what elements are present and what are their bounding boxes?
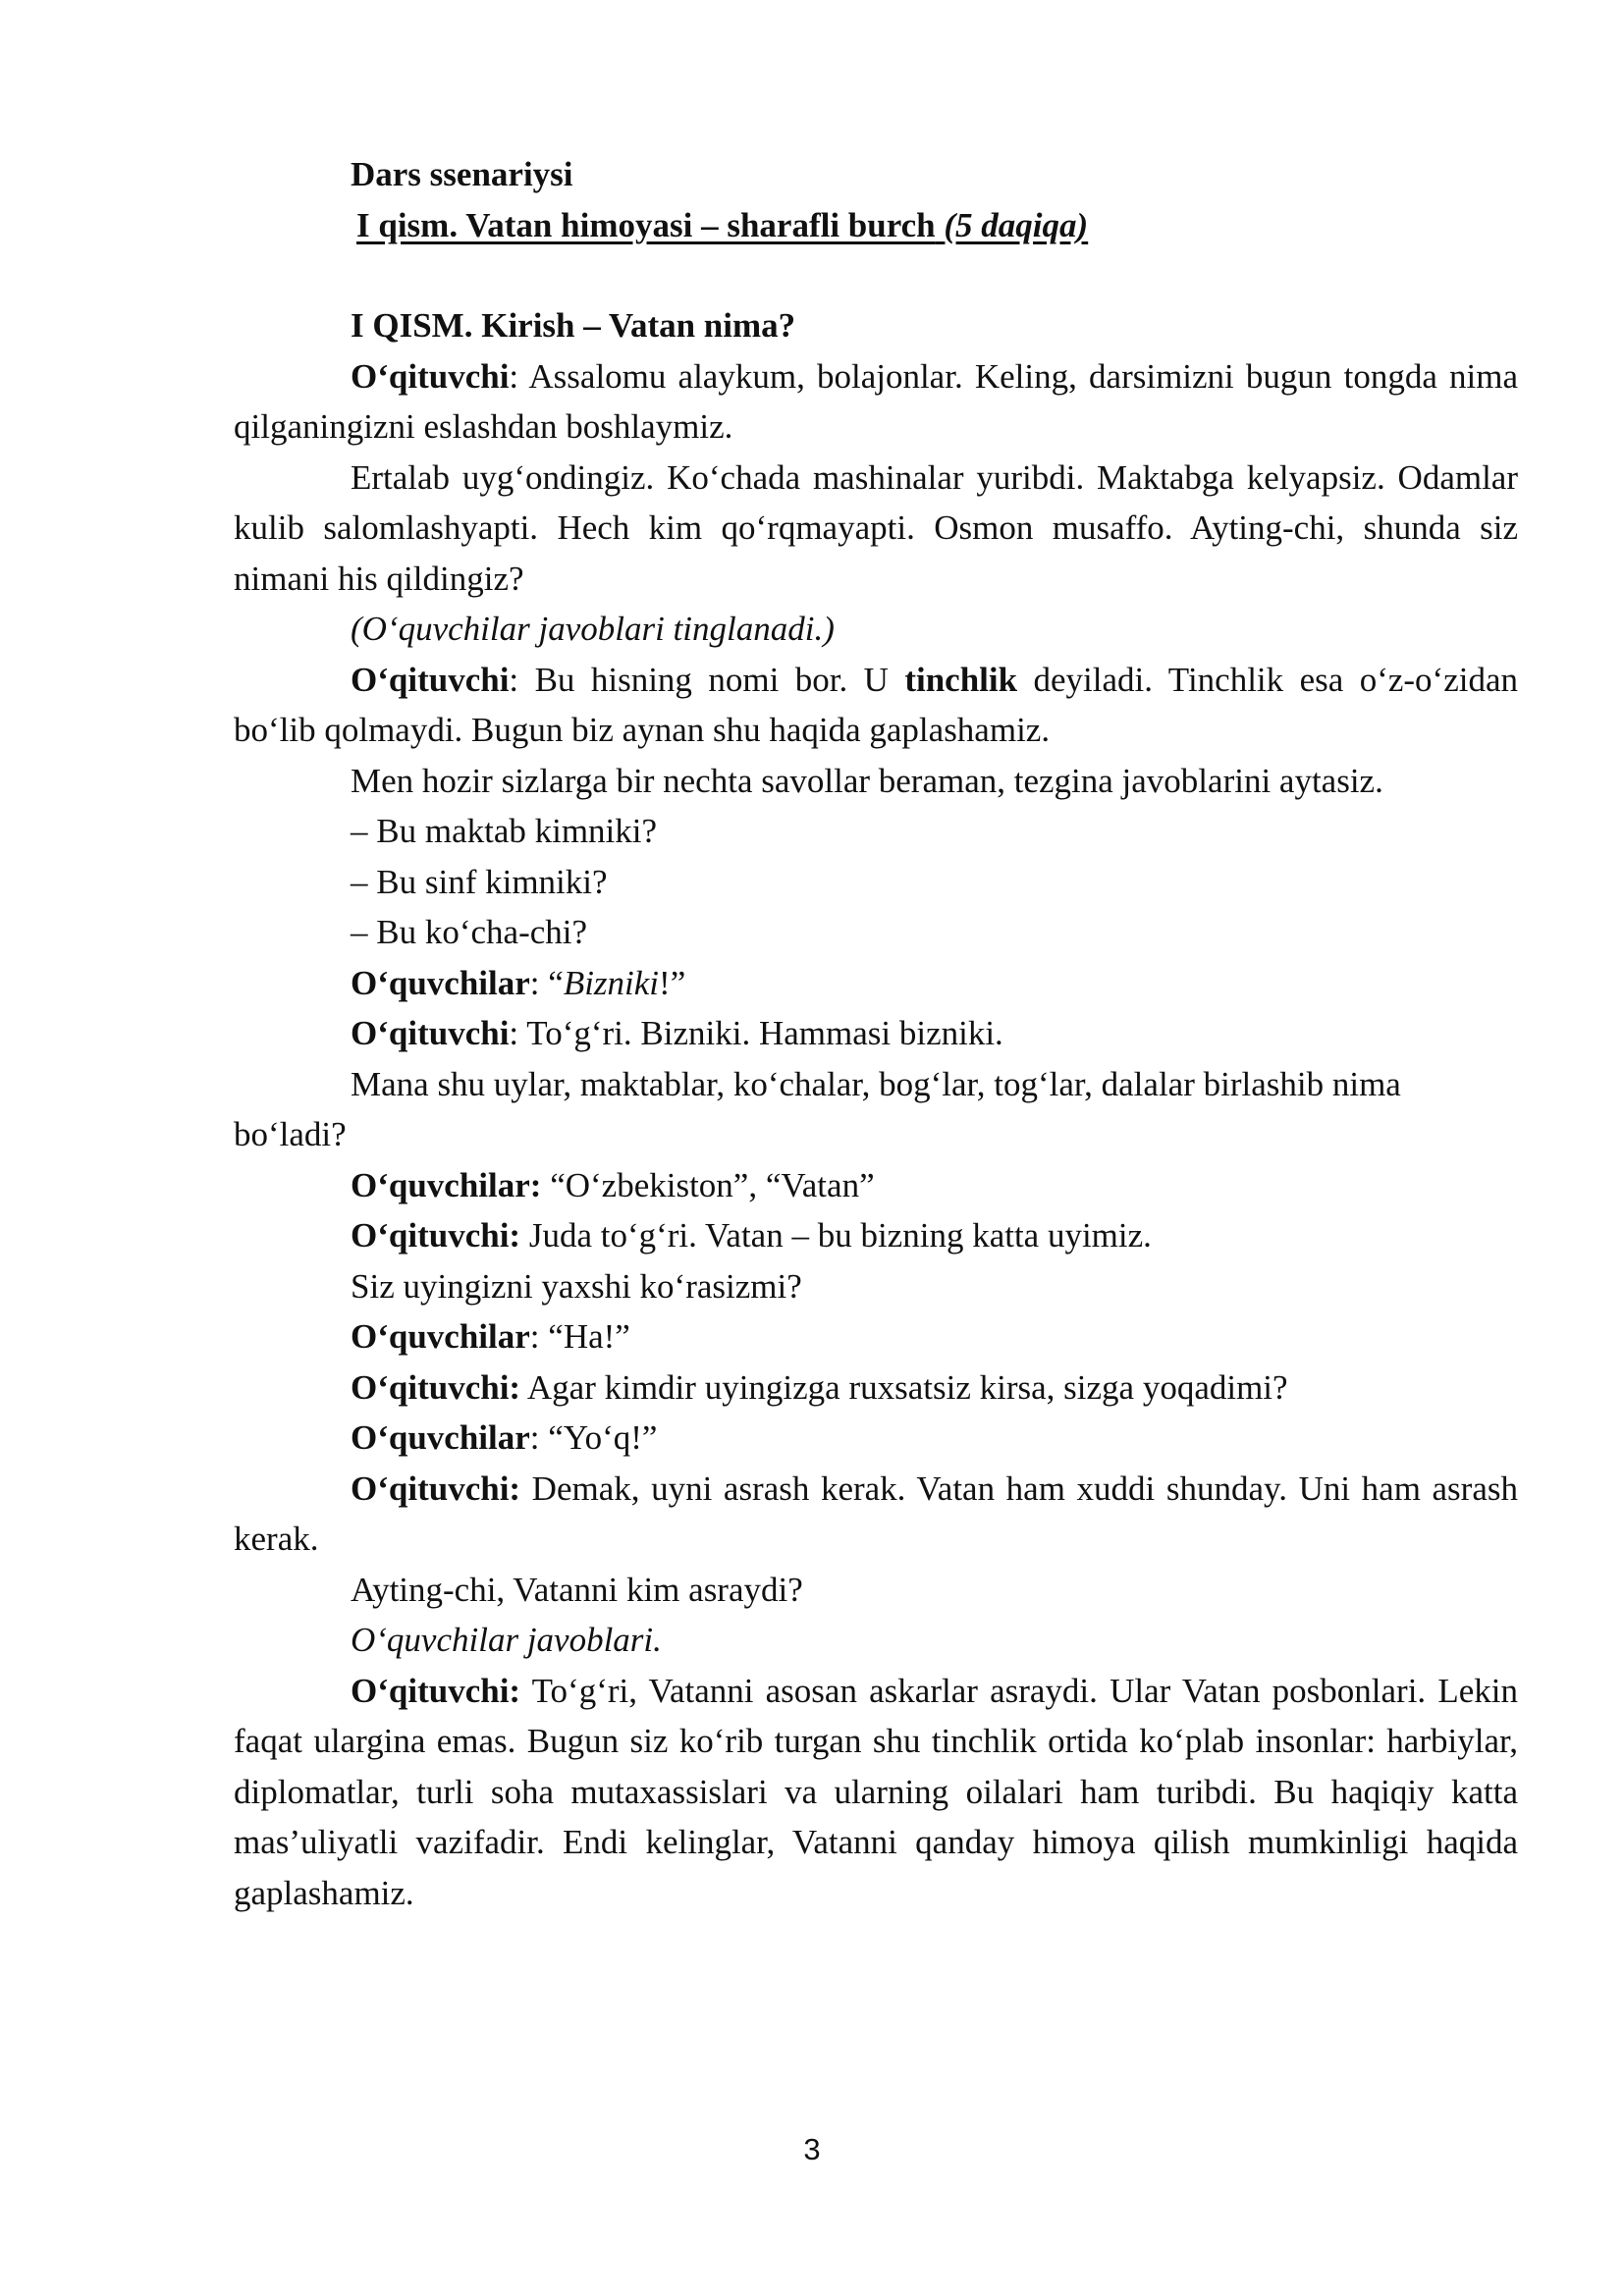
line-text: – Bu ko‘cha-chi? (351, 913, 588, 951)
students-line (234, 1413, 1518, 1464)
speaker-label: O‘quvchilar (351, 1418, 530, 1457)
students-line (234, 958, 1518, 1009)
speaker-separator: : (529, 963, 540, 1002)
speaker-separator: : (509, 660, 519, 699)
stage-direction (234, 604, 1518, 655)
line-text-continued: deyiladi. Tinchlik esa o‘z-o‘zidan bo‘lib qolmaydi. Bugun biz aynan shu haqida gaplashamiz. (234, 660, 1518, 749)
speaker-label: O‘qituvchi (351, 356, 510, 396)
speaker-label: O‘quvchilar (351, 963, 530, 1002)
speaker-label: O‘qituvchi (351, 660, 510, 699)
speaker-separator: : (509, 1367, 521, 1407)
line-text: “O‘zbekiston”, “Vatan” (541, 1165, 875, 1204)
spacer (234, 250, 1518, 300)
speaker-separator: : (509, 1468, 521, 1508)
teacher-line (234, 1210, 1518, 1261)
text-paragraph (234, 907, 1518, 958)
text-paragraph (234, 1059, 1518, 1160)
italic-text: O‘quvchilar javoblari. (351, 1621, 662, 1659)
speaker-label: O‘qituvchi (351, 1367, 510, 1407)
text-paragraph (234, 857, 1518, 908)
students-line (234, 1311, 1518, 1362)
line-text: “Yo‘q!” (539, 1418, 658, 1457)
speaker-separator: : (509, 1014, 519, 1052)
speaker-label: O‘qituvchi (351, 1216, 510, 1255)
line-text: “ (539, 963, 564, 1002)
speaker-label: O‘quvchilar (351, 1317, 530, 1356)
line-text: Siz uyingizni yaxshi ko‘rasizmi? (351, 1266, 802, 1306)
line-text: – Bu sinf kimniki? (351, 862, 608, 901)
line-text: Juda to‘g‘ri. Vatan – bu bizning katta uyimiz. (520, 1216, 1152, 1255)
part-heading-duration: (5 daqiqa) (944, 205, 1089, 244)
line-text: Mana shu uylar, maktablar, ko‘chalar, bog‘lar, tog‘lar, dalalar birlashib nima bo‘ladi? (234, 1064, 1401, 1153)
text-paragraph (234, 806, 1518, 857)
line-text: Agar kimdir uyingizga ruxsatsiz kirsa, sizga yoqadimi? (520, 1367, 1288, 1407)
emphasis-word: tinchlik (904, 660, 1018, 699)
speaker-separator: : (509, 1671, 521, 1710)
teacher-line (234, 655, 1518, 756)
page-number: 3 (803, 2132, 821, 2166)
text-paragraph (234, 1261, 1518, 1312)
line-text: Ertalab uyg‘ondingiz. Ko‘chada mashinalar yuribdi. Maktabga kelyapsiz. Odamlar kulib salomlashyapti. Hech kim qo‘rqmayapti. Osmon musaffo. Ayting-chi, shunda siz nimani his qildingiz? (234, 457, 1518, 598)
italic-text: (O‘quvchilar javoblari tinglanadi.) (351, 610, 835, 648)
line-text: To‘g‘ri, Vatanni asosan askarlar asraydi. Ular Vatan posbonlari. Lekin faqat ulargina emas. Bugun siz ko‘rib turgan shu tinchlik ortida ko‘plab insonlar: harbiylar, diplomatlar, turli soha mutaxassislari va ularning oilalari ham turibdi. Bu haqiqiy katta mas’uliyatli vazifadir. Endi kelinglar, Vatanni qanday himoya qilish mumkinligi haqida gaplashamiz. (234, 1671, 1518, 1912)
text-paragraph (234, 453, 1518, 605)
line-text: Bu hisning nomi bor. U (518, 660, 905, 699)
speaker-label: O‘qituvchi (351, 1671, 510, 1710)
text-paragraph (234, 1565, 1518, 1616)
teacher-line (234, 1008, 1518, 1059)
part-heading (234, 200, 1518, 251)
line-text: Demak, uyni asrash kerak. Vatan ham xuddi shunday. Uni ham asrash kerak. (234, 1468, 1518, 1558)
line-text: Assalomu alaykum, bolajonlar. Keling, darsimizni bugun tongda nima qilganingizni eslashdan boshlaymiz. (234, 356, 1518, 446)
part-heading-main: I qism. Vatan himoyasi – sharafli burch (356, 205, 936, 244)
line-text: Men hozir sizlarga bir nechta savollar beraman, tezgina javoblarini aytasiz. (351, 761, 1383, 800)
speaker-separator: : (529, 1418, 540, 1457)
line-text: – Bu maktab kimniki? (351, 812, 658, 850)
teacher-line (234, 351, 1518, 453)
document-title: Dars ssenariysi (351, 155, 573, 193)
speaker-label: O‘quvchilar (351, 1165, 530, 1204)
document-page (234, 149, 1518, 1918)
speaker-separator: : (509, 1216, 521, 1255)
section-title: I QISM. Kirish – Vatan nima? (351, 306, 796, 345)
line-text: Ayting-chi, Vatanni kim asraydi? (351, 1570, 803, 1609)
speaker-separator: : (529, 1317, 540, 1356)
stage-direction (234, 1615, 1518, 1666)
italic-word: Bizniki (563, 963, 660, 1002)
teacher-line (234, 1666, 1518, 1919)
line-text-continued: !” (659, 963, 686, 1002)
dialogue-body (234, 351, 1518, 1919)
students-line (234, 1160, 1518, 1211)
teacher-line (234, 1464, 1518, 1565)
speaker-separator: : (509, 356, 519, 396)
speaker-label: O‘qituvchi (351, 1014, 510, 1052)
line-text: “Ha!” (539, 1317, 630, 1356)
line-text: To‘g‘ri. Bizniki. Hammasi bizniki. (518, 1014, 1003, 1052)
teacher-line (234, 1362, 1518, 1414)
text-paragraph (234, 756, 1518, 807)
speaker-separator: : (529, 1165, 542, 1204)
speaker-label: O‘qituvchi (351, 1468, 510, 1508)
